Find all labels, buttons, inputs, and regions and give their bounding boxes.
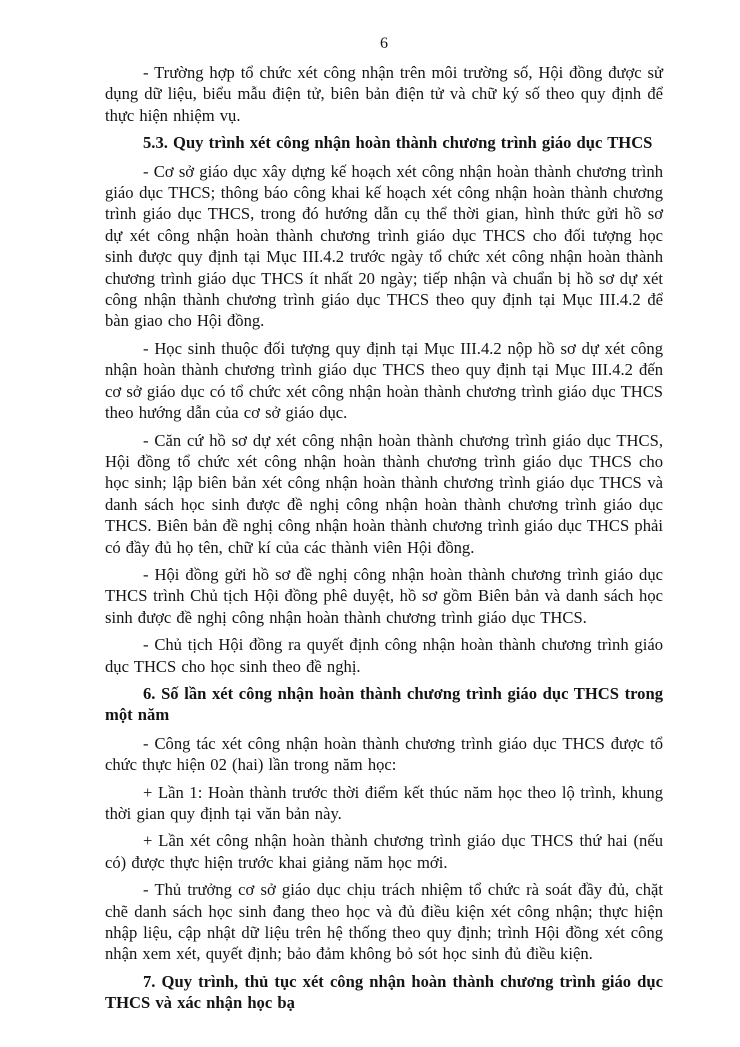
paragraph: + Lần xét công nhận hoàn thành chương trình giáo dục THCS thứ hai (nếu có) được thực hiện trước khai giảng năm học mới. [105, 831, 663, 872]
paragraph: - Chủ tịch Hội đồng ra quyết định công nhận hoàn thành chương trình giáo dục THCS cho học sinh theo đề nghị. [105, 635, 663, 676]
paragraph: - Hội đồng gửi hồ sơ đề nghị công nhận hoàn thành chương trình giáo dục THCS trình Chủ tịch Hội đồng phê duyệt, hồ sơ gồm Biên bản và danh sách học sinh được đề nghị công nhận hoàn thành chương trình giáo dục THCS. [105, 564, 663, 627]
document-body [105, 62, 663, 1014]
paragraph: - Thủ trưởng cơ sở giáo dục chịu trách nhiệm tổ chức rà soát đầy đủ, chặt chẽ danh sách học sinh đang theo học và đủ điều kiện xét công nhận; thực hiện nhập liệu, cập nhật dữ liệu trên hệ thống theo quy định; trình Hội đồng xét công nhận xem xét, quyết định; bảo đảm không bỏ sót học sinh đủ điều kiện. [105, 880, 663, 964]
paragraph: - Cơ sở giáo dục xây dựng kế hoạch xét công nhận hoàn thành chương trình giáo dục THCS; thông báo công khai kế hoạch xét công nhận hoàn thành chương trình giáo dục THCS, trong đó hướng dẫn cụ thể thời gian, hình thức gửi hồ sơ dự xét công nhận hoàn thành chương trình giáo dục THCS cho đối tượng học sinh được quy định tại Mục III.4.2 trước ngày tổ chức xét công nhận hoàn thành chương trình giáo dục THCS ít nhất 20 ngày; tiếp nhận và chuẩn bị hồ sơ dự xét công nhận thành chương trình giáo dục THCS theo quy định tại Mục III.4.2 để bàn giao cho Hội đồng. [105, 161, 663, 331]
paragraph: + Lần 1: Hoàn thành trước thời điểm kết thúc năm học theo lộ trình, khung thời gian quy định tại văn bản này. [105, 782, 663, 823]
paragraph: - Học sinh thuộc đối tượng quy định tại Mục III.4.2 nộp hồ sơ dự xét công nhận hoàn thành chương trình giáo dục THCS theo quy định tại Mục III.4.2 đến cơ sở giáo dục có tổ chức xét công nhận hoàn thành chương trình giáo dục THCS theo hướng dẫn của cơ sở giáo dục. [105, 338, 663, 423]
paragraph: - Công tác xét công nhận hoàn thành chương trình giáo dục THCS được tổ chức thực hiện 02 (hai) lần trong năm học: [105, 733, 663, 775]
section-heading: 7. Quy trình, thủ tục xét công nhận hoàn thành chương trình giáo dục THCS và xác nhận học bạ [105, 971, 663, 1013]
section-heading: 6. Số lần xét công nhận hoàn thành chương trình giáo dục THCS trong một năm [105, 683, 663, 725]
section-heading: 5.3. Quy trình xét công nhận hoàn thành chương trình giáo dục THCS [143, 133, 653, 153]
paragraph: - Trường hợp tổ chức xét công nhận trên môi trường số, Hội đồng được sử dụng dữ liệu, biểu mẫu điện tử, biên bản điện tử và chữ ký số theo quy định để thực hiện nhiệm vụ. [105, 63, 663, 125]
page-number: 6 [380, 35, 388, 52]
paragraph: - Căn cứ hồ sơ dự xét công nhận hoàn thành chương trình giáo dục THCS, Hội đồng tổ chức xét công nhận hoàn thành chương trình giáo dục THCS cho học sinh; lập biên bản xét công nhận hoàn thành chương trình giáo dục THCS và danh sách học sinh được đề nghị công nhận hoàn thành chương trình giáo dục THCS. Biên bản đề nghị công nhận hoàn thành chương trình giáo dục THCS phải có đầy đủ họ tên, chữ kí của các thành viên Hội đồng. [105, 430, 663, 557]
